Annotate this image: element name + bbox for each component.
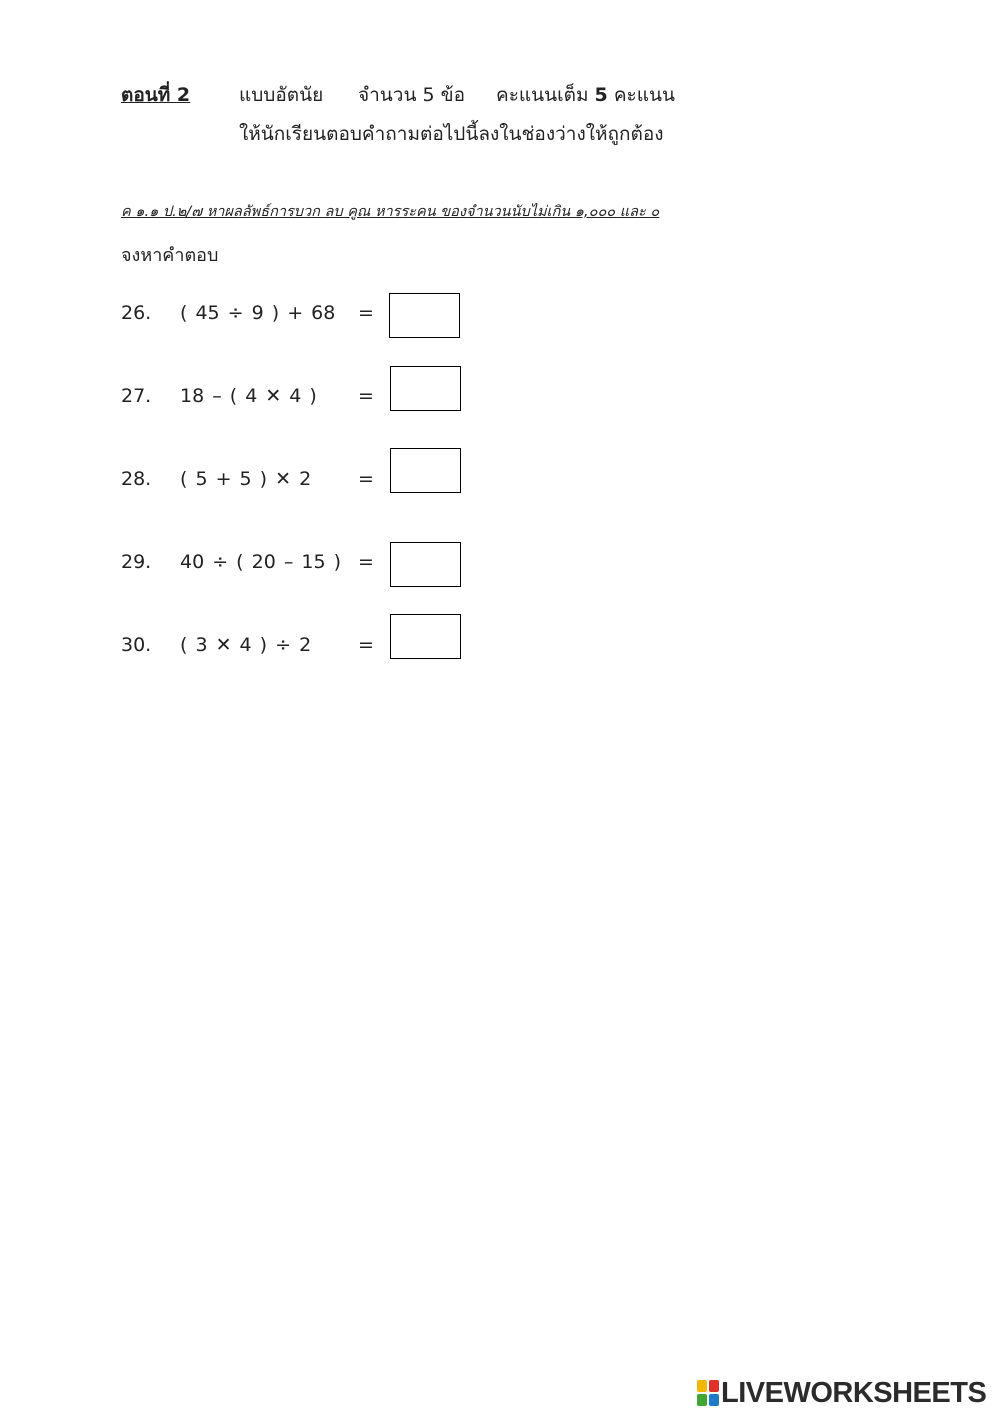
question-number: 26. xyxy=(121,302,152,324)
question-expression: ( 3 ✕ 4 ) ÷ 2 xyxy=(180,634,312,656)
part-title: ตอนที่ 2 xyxy=(121,84,191,106)
question-expression: 40 ÷ ( 20 – 15 ) xyxy=(180,551,342,573)
question-expression: 18 – ( 4 ✕ 4 ) xyxy=(180,385,317,407)
question-number: 28. xyxy=(121,468,152,490)
question-number: 29. xyxy=(121,551,152,573)
liveworksheets-logo-icon xyxy=(697,1380,719,1406)
logo-square-yellow xyxy=(697,1380,707,1392)
answer-box-29[interactable] xyxy=(390,542,461,587)
question-number: 30. xyxy=(121,634,152,656)
full-score-value: 5 xyxy=(594,84,608,106)
question-expression: ( 45 ÷ 9 ) + 68 xyxy=(180,302,336,324)
answer-box-28[interactable] xyxy=(390,448,461,493)
answer-box-30[interactable] xyxy=(390,614,461,659)
logo-square-blue xyxy=(709,1394,719,1406)
full-score-prefix: คะแนนเต็ม xyxy=(496,84,589,106)
equals-sign: = xyxy=(358,468,374,490)
brand-name: LIVEWORKSHEETS xyxy=(721,1376,987,1409)
logo-square-red xyxy=(709,1380,719,1392)
question-expression: ( 5 + 5 ) ✕ 2 xyxy=(180,468,312,490)
prompt-text: จงหาคำตอบ xyxy=(121,245,219,266)
equals-sign: = xyxy=(358,551,374,573)
equals-sign: = xyxy=(358,634,374,656)
equals-sign: = xyxy=(358,302,374,324)
answer-box-26[interactable] xyxy=(389,293,460,338)
logo-square-green xyxy=(697,1394,707,1406)
full-score-suffix: คะแนน xyxy=(613,84,675,106)
instruction-text: ให้นักเรียนตอบคำถามต่อไปนี้ลงในช่องว่างให้ถูกต้อง xyxy=(239,123,664,145)
question-number: 27. xyxy=(121,385,152,407)
liveworksheets-logo xyxy=(697,1377,986,1409)
full-score xyxy=(496,80,675,110)
question-type: แบบอัตนัย xyxy=(239,84,324,106)
indicator-text: ค ๑.๑ ป.๒/๗ หาผลลัพธ์การบวก ลบ คูณ หารระคน ของจำนวนนับไม่เกิน ๑,๐๐๐ และ ๐ xyxy=(121,204,660,220)
equals-sign: = xyxy=(358,385,374,407)
question-count: จำนวน 5 ข้อ xyxy=(358,84,466,106)
answer-box-27[interactable] xyxy=(390,366,461,411)
